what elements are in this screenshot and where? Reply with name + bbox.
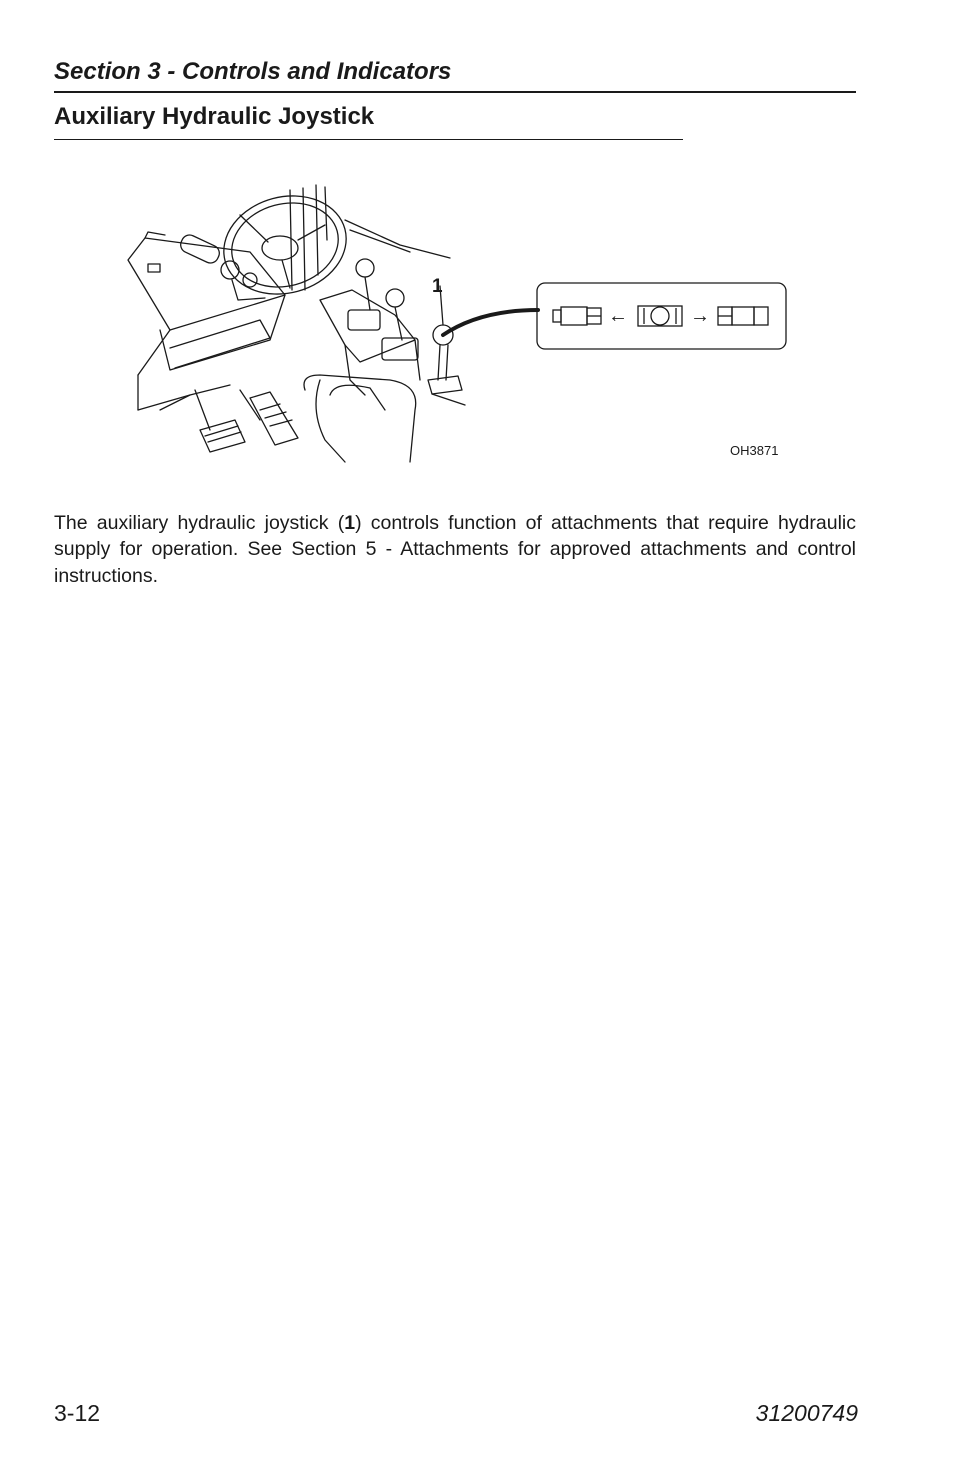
joystick-figure [120,180,800,470]
cab-illustration [120,180,800,470]
joystick-detail-box [537,283,786,349]
seat [304,375,416,462]
figure-code: OH3871 [730,443,779,458]
arrow-right-glyph: → [690,305,710,327]
section-header: Section 3 - Controls and Indicators [54,58,856,93]
page-number: 3-12 [54,1400,101,1426]
paragraph-text-end: ) controls function of attachments that require hydraulic supply for operation. See Section 5 - Attachments for approved attachments and control instructions. [54,511,856,587]
arrow-left-glyph: ← [608,305,628,327]
callout-reference: 1 [344,511,356,534]
callout-number: 1 [432,276,443,297]
paragraph-text-start: The auxiliary hydraulic joystick ( [54,511,345,534]
dashboard-panel [128,238,285,330]
body-paragraph [54,510,856,590]
accelerator-pedal [250,392,298,445]
signal-lever [178,232,222,265]
document-number: 31200749 [755,1400,858,1426]
subsection-title: Auxiliary Hydraulic Joystick [54,103,683,140]
